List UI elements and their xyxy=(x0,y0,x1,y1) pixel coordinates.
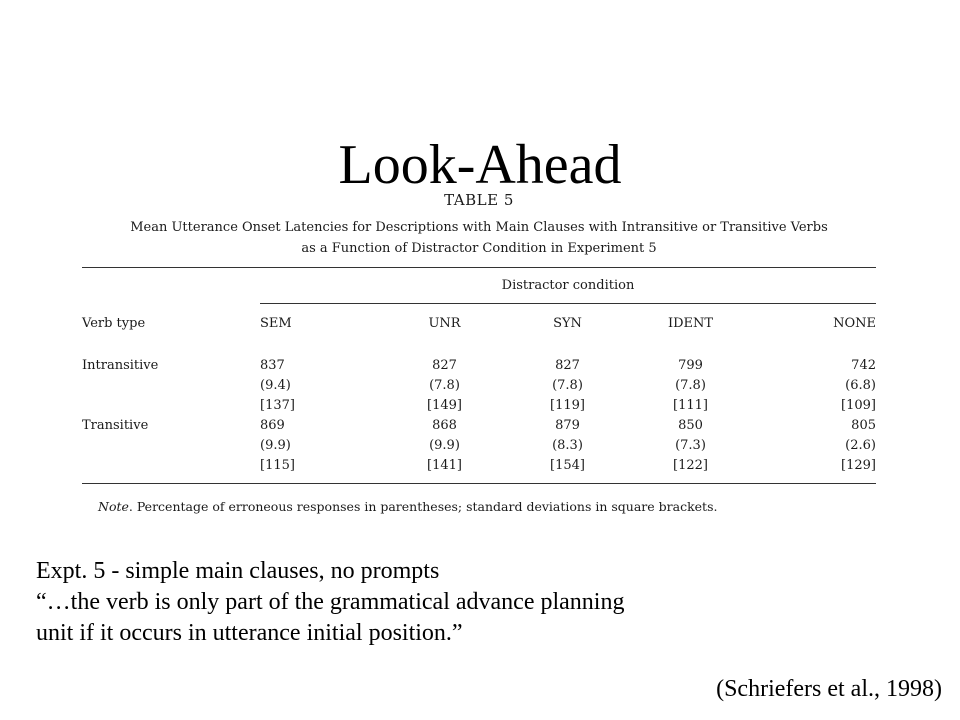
cell-transitive-syn-error: (8.3) xyxy=(552,438,583,453)
table-row-intransitive-sds xyxy=(82,396,876,416)
table-note-text: . Percentage of erroneous responses in parentheses; standard deviations in square brackets. xyxy=(128,499,718,514)
cell-transitive-sem-mean: 869 xyxy=(260,418,285,433)
table-note xyxy=(82,499,876,514)
cell-intransitive-syn-error: (7.8) xyxy=(552,378,583,393)
cell-intransitive-unr-sd: [149] xyxy=(427,398,462,413)
column-header-none: NONE xyxy=(833,316,876,331)
verb-type-header: Verb type xyxy=(82,316,146,331)
data-table xyxy=(82,304,876,479)
cell-transitive-unr-error: (9.9) xyxy=(429,438,460,453)
body-line-2: “…the verb is only part of the grammatical advance planning xyxy=(36,589,625,615)
table-row-intransitive-errors xyxy=(82,376,876,396)
column-header-ident: IDENT xyxy=(667,316,714,331)
cell-transitive-syn-sd: [154] xyxy=(550,458,585,473)
column-group-header xyxy=(82,268,876,304)
cell-transitive-syn-mean: 879 xyxy=(555,418,580,433)
table-label: TABLE 5 xyxy=(444,191,514,209)
cell-transitive-unr-sd: [141] xyxy=(427,458,462,473)
cell-intransitive-ident-error: (7.8) xyxy=(675,378,706,393)
table-row-transitive-errors xyxy=(82,436,876,456)
group-header-rule xyxy=(260,303,876,304)
cell-intransitive-unr-mean: 827 xyxy=(432,358,457,373)
body-line-1: Expt. 5 - simple main clauses, no prompts xyxy=(36,558,440,584)
row-label-transitive: Transitive xyxy=(82,418,149,433)
table-row-intransitive-means xyxy=(82,344,876,376)
cell-transitive-none-sd: [129] xyxy=(841,458,876,473)
table-bottom-rule xyxy=(82,483,876,484)
empty-cell xyxy=(82,456,260,479)
table-caption xyxy=(82,217,876,259)
cell-intransitive-sem-mean: 837 xyxy=(260,358,285,373)
table-row-transitive-means xyxy=(82,416,876,436)
table-note-label: Note xyxy=(98,499,129,514)
citation: (Schriefers et al., 1998) xyxy=(716,676,942,702)
cell-intransitive-syn-sd: [119] xyxy=(550,398,585,413)
cell-transitive-sem-sd: [115] xyxy=(260,458,295,473)
cell-transitive-ident-sd: [122] xyxy=(673,458,708,473)
cell-transitive-ident-mean: 850 xyxy=(678,418,703,433)
body-line-3: unit if it occurs in utterance initial position.” xyxy=(36,620,463,646)
cell-transitive-none-mean: 805 xyxy=(851,418,876,433)
table-caption-line-1: Mean Utterance Onset Latencies for Descriptions with Main Clauses with Intransitive or Transitive Verbs xyxy=(130,220,828,235)
cell-intransitive-ident-sd: [111] xyxy=(673,398,708,413)
cell-transitive-unr-mean: 868 xyxy=(432,418,457,433)
empty-cell xyxy=(82,396,260,416)
table-caption-line-2: as a Function of Distractor Condition in Experiment 5 xyxy=(301,241,657,256)
cell-intransitive-ident-mean: 799 xyxy=(678,358,703,373)
cell-intransitive-none-mean: 742 xyxy=(851,358,876,373)
cell-intransitive-unr-error: (7.8) xyxy=(429,378,460,393)
table-row-transitive-sds xyxy=(82,456,876,479)
cell-transitive-none-error: (2.6) xyxy=(845,438,876,453)
cell-transitive-ident-error: (7.3) xyxy=(675,438,706,453)
distractor-condition-label: Distractor condition xyxy=(501,278,635,293)
column-header-row xyxy=(82,304,876,344)
cell-intransitive-none-sd: [109] xyxy=(841,398,876,413)
empty-cell xyxy=(82,436,260,456)
column-header-syn: SYN xyxy=(553,316,582,331)
cell-transitive-sem-error: (9.9) xyxy=(260,438,291,453)
results-table xyxy=(82,188,876,514)
row-label-intransitive: Intransitive xyxy=(82,358,159,373)
cell-intransitive-syn-mean: 827 xyxy=(555,358,580,373)
slide-body-text xyxy=(36,556,936,649)
column-header-unr: UNR xyxy=(428,316,461,331)
cell-intransitive-sem-sd: [137] xyxy=(260,398,295,413)
column-header-sem: SEM xyxy=(260,316,292,331)
slide-title: Look-Ahead xyxy=(338,133,622,196)
cell-intransitive-sem-error: (9.4) xyxy=(260,378,291,393)
empty-cell xyxy=(82,376,260,396)
cell-intransitive-none-error: (6.8) xyxy=(845,378,876,393)
